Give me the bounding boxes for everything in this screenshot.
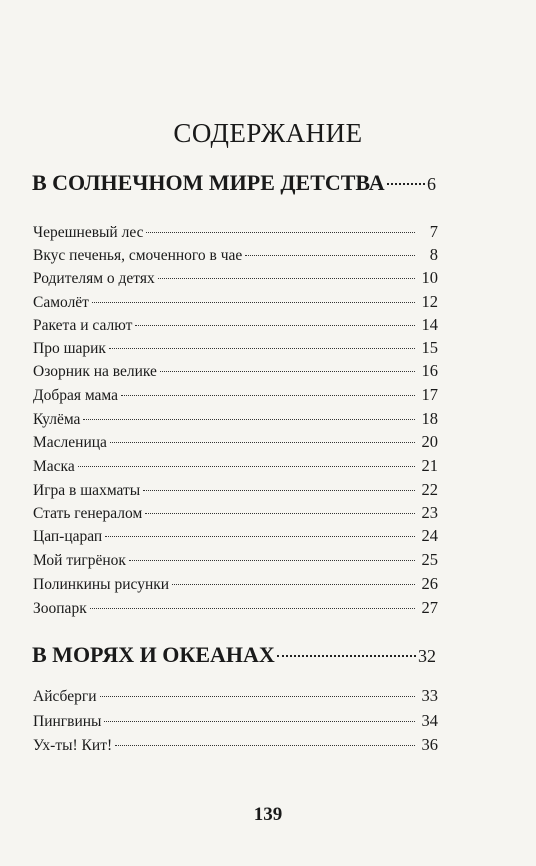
entry-page-number: 15 [421,338,438,357]
entry-page-number: 27 [421,598,438,617]
entry-title: Про шарик [33,340,106,357]
dot-leader [115,745,415,746]
toc-entry [33,268,438,288]
entry-page-number: 26 [421,574,438,593]
dot-leader [109,348,415,349]
toc-entry [33,361,438,381]
toc-entry [33,503,438,523]
dot-leader [146,232,415,233]
dot-leader [387,183,425,185]
section-title: В СОЛНЕЧНОМ МИРЕ ДЕТСТВА [32,170,385,195]
entry-title: Ух-ты! Кит! [33,737,113,754]
toc-entry [33,598,438,618]
dot-leader [104,721,415,722]
toc-entry [33,526,438,546]
dot-leader [129,560,415,561]
dot-leader [277,655,416,657]
entry-title: Зоопарк [33,600,87,617]
dot-leader [90,608,415,609]
dot-leader [145,513,415,514]
entry-page-number: 36 [421,735,438,754]
section-page-number: 6 [427,174,436,194]
entry-title: Полинкины рисунки [33,576,170,593]
toc-entry [33,711,438,731]
entry-page-number: 24 [421,526,438,545]
toc-entry [33,735,438,755]
toc-entry [33,686,438,706]
dot-leader [100,696,415,697]
entry-page-number: 17 [421,385,438,404]
toc-entry [33,315,438,335]
toc-entry [33,550,438,570]
dot-leader [143,490,415,491]
entry-title: Черешневый лес [33,224,144,241]
entry-title: Мой тигрёнок [33,552,126,569]
dot-leader [158,278,415,279]
page-number: 139 [253,804,283,825]
toc-entry [33,245,438,265]
toc-entry [33,385,438,405]
entry-title: Ракета и салют [33,317,133,334]
entry-title: Кулёма [33,411,81,428]
dot-leader [110,442,415,443]
entry-title: Озорник на велике [33,363,157,380]
toc-entry [33,456,438,476]
toc-entry [33,409,438,429]
dot-leader [78,466,415,467]
entry-title: Добрая мама [33,387,119,404]
contents-heading: СОДЕРЖАНИЕ [173,118,363,148]
entry-title: Айсберги [33,688,97,705]
entry-title: Масленица [33,434,107,451]
dot-leader [160,371,415,372]
entry-page-number: 34 [421,711,438,730]
entry-page-number: 18 [421,409,438,428]
dot-leader [135,325,415,326]
dot-leader [121,395,415,396]
entry-title: Родителям о детях [33,270,155,287]
toc-entry [33,574,438,594]
entry-page-number: 20 [421,432,438,451]
entry-page-number: 21 [421,456,438,475]
entry-title: Стать генералом [33,505,143,522]
entry-title: Маска [33,458,75,475]
entry-title: Вкус печенья, смоченного в чае [33,247,243,264]
entry-page-number: 7 [429,222,438,241]
section-heading-childhood [32,170,436,196]
toc-entry [33,338,438,358]
entry-page-number: 10 [421,268,438,287]
entry-page-number: 22 [421,480,438,499]
toc-entry [33,480,438,500]
entry-title: Самолёт [33,294,89,311]
section-heading-seas [32,642,436,668]
dot-leader [245,255,415,256]
toc-entry [33,432,438,452]
entry-page-number: 33 [421,686,438,705]
entry-page-number: 16 [421,361,438,380]
entry-title: Игра в шахматы [33,482,141,499]
section-page-number: 32 [418,646,436,666]
dot-leader [83,419,415,420]
entry-page-number: 12 [421,292,438,311]
entry-page-number: 23 [421,503,438,522]
entry-page-number: 25 [421,550,438,569]
section-title: В МОРЯХ И ОКЕАНАХ [32,642,275,667]
entry-title: Цап-царап [33,528,103,545]
entry-page-number: 8 [429,245,438,264]
toc-entry [33,292,438,312]
dot-leader [172,584,415,585]
dot-leader [105,536,415,537]
dot-leader [92,302,415,303]
toc-entry [33,222,438,242]
entry-title: Пингвины [33,713,102,730]
entry-page-number: 14 [421,315,438,334]
